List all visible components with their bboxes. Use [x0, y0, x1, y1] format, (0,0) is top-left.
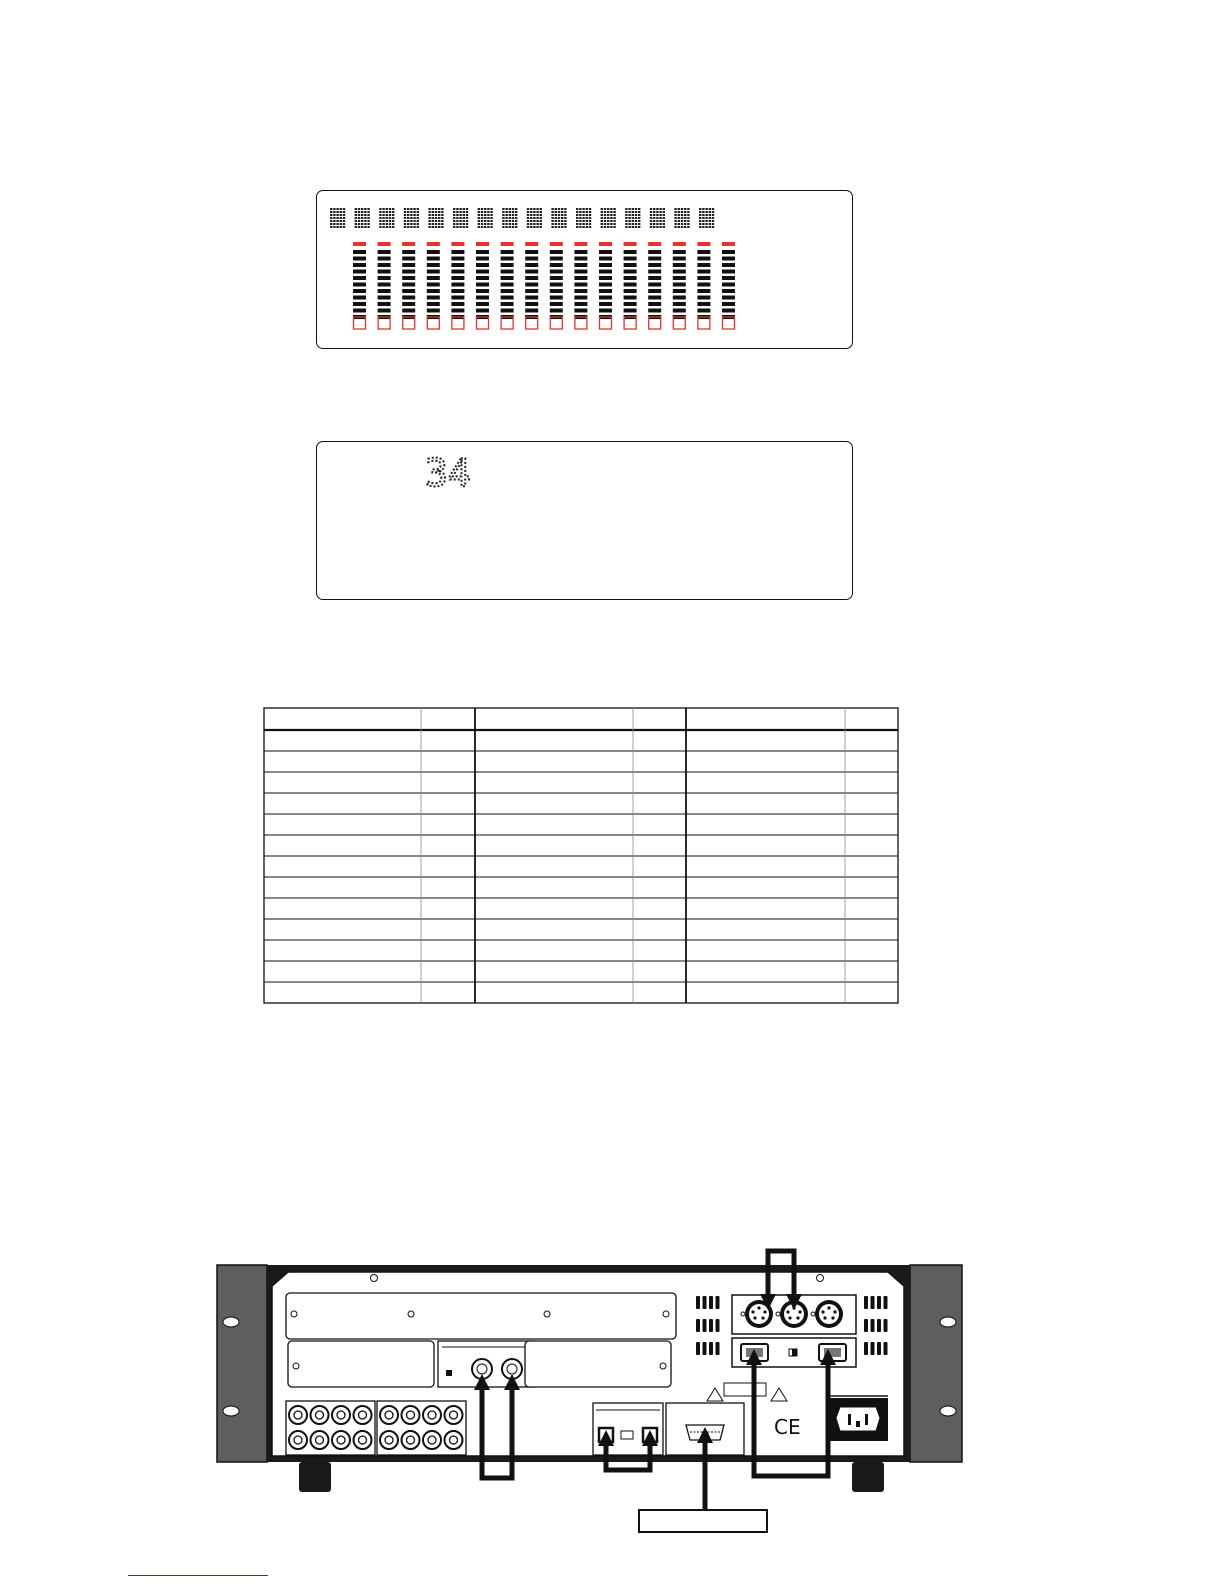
level-meter	[624, 242, 637, 329]
level-meter	[525, 242, 538, 329]
meter-segment	[648, 296, 661, 300]
meter-segment	[599, 296, 612, 300]
meter-segment	[402, 289, 415, 293]
meter-segment	[697, 250, 710, 254]
meter-segment	[574, 257, 587, 261]
dot-matrix-char	[625, 208, 640, 228]
clip-segment	[378, 242, 391, 246]
meter-display	[317, 191, 852, 348]
vent-slot	[864, 1319, 868, 1332]
level-meter	[378, 242, 391, 329]
footer-rule	[128, 1575, 268, 1576]
meter-segment	[673, 270, 686, 274]
jack-icon	[380, 1406, 398, 1424]
meter-segment	[501, 263, 514, 267]
level-meter	[722, 242, 735, 329]
meter-segment	[550, 257, 563, 261]
meter-segment	[697, 283, 710, 287]
dot-matrix-char	[601, 208, 616, 228]
rear-panel-diagram	[216, 1248, 976, 1548]
meter-segment	[427, 270, 440, 274]
meter-segment	[574, 302, 587, 306]
meter-segment	[673, 302, 686, 306]
jack-icon	[354, 1406, 372, 1424]
meter-segment	[501, 270, 514, 274]
vent-slot	[877, 1342, 881, 1355]
level-meter	[353, 242, 366, 329]
meter-segment	[451, 276, 464, 280]
meter-segment	[378, 289, 391, 293]
meter-segment	[550, 263, 563, 267]
level-meter	[599, 242, 612, 329]
clip-segment	[525, 242, 538, 246]
meter-segment	[673, 289, 686, 293]
meter-segment	[353, 270, 366, 274]
meter-segment	[673, 276, 686, 280]
meter-segment	[648, 309, 661, 313]
vent-slot	[716, 1342, 720, 1355]
clip-segment	[353, 242, 366, 246]
jack-icon	[289, 1406, 307, 1424]
meter-segment	[353, 296, 366, 300]
screw-icon	[817, 1275, 824, 1282]
meter-segment	[525, 309, 538, 313]
meter-segment	[525, 296, 538, 300]
meter-segment	[550, 289, 563, 293]
meter-lcd-panel	[316, 190, 853, 349]
dot-matrix-char	[699, 208, 714, 228]
power-inlet-icon	[836, 1407, 880, 1431]
meter-segment	[402, 263, 415, 267]
vent-slot	[696, 1319, 700, 1332]
meter-segment	[451, 296, 464, 300]
clip-segment	[648, 242, 661, 246]
level-meter	[648, 242, 661, 329]
meter-segment	[353, 289, 366, 293]
level-meter	[427, 242, 440, 329]
meter-segment	[501, 276, 514, 280]
jack-icon	[402, 1406, 420, 1424]
dot-matrix-char	[428, 208, 443, 228]
meter-segment	[673, 263, 686, 267]
meter-segment	[427, 263, 440, 267]
callout-label-box	[639, 1510, 767, 1532]
foot-right	[852, 1462, 884, 1492]
meter-segment	[525, 283, 538, 287]
meter-segment	[451, 257, 464, 261]
clip-segment	[476, 242, 489, 246]
meter-segment	[525, 257, 538, 261]
meter-segment	[501, 257, 514, 261]
meter-segment	[501, 309, 514, 313]
meter-segment	[550, 276, 563, 280]
meter-segment	[648, 263, 661, 267]
meter-segment	[648, 276, 661, 280]
meter-segment	[501, 250, 514, 254]
rack-hole	[940, 1317, 956, 1327]
meter-segment	[722, 270, 735, 274]
vent-slot	[703, 1342, 707, 1355]
dot-matrix-char	[355, 208, 370, 228]
meter-segment	[574, 263, 587, 267]
option-slot-top	[286, 1293, 676, 1339]
clip-segment	[501, 242, 514, 246]
meter-segment	[476, 263, 489, 267]
option-slot-left	[288, 1341, 434, 1387]
meter-segment	[574, 283, 587, 287]
vent-slot	[877, 1319, 881, 1332]
meter-segment	[722, 302, 735, 306]
rack-ear-left	[217, 1265, 267, 1462]
vent-slot	[864, 1296, 868, 1309]
meter-segment	[697, 289, 710, 293]
meter-segment	[525, 276, 538, 280]
number-display	[317, 442, 852, 599]
meter-segment	[378, 257, 391, 261]
meter-segment	[624, 276, 637, 280]
meter-segment	[697, 270, 710, 274]
meter-segment	[427, 302, 440, 306]
meter-segment	[648, 302, 661, 306]
meter-segment	[402, 250, 415, 254]
level-meter	[574, 242, 587, 329]
switch-icon	[446, 1370, 452, 1376]
meter-segment	[451, 270, 464, 274]
jack-icon	[332, 1406, 350, 1424]
meter-segment	[402, 257, 415, 261]
meter-segment	[451, 302, 464, 306]
vent-slot	[709, 1319, 713, 1332]
meter-segment	[427, 283, 440, 287]
rack-hole	[940, 1406, 956, 1416]
vent-slot	[884, 1342, 888, 1355]
jack-icon	[311, 1431, 329, 1449]
level-meter	[451, 242, 464, 329]
meter-segment	[550, 270, 563, 274]
meter-segment	[427, 276, 440, 280]
jack-icon	[423, 1431, 441, 1449]
clip-segment	[427, 242, 440, 246]
dot-matrix-char	[404, 208, 419, 228]
switch-icon	[621, 1431, 633, 1439]
number-readout: 34	[425, 451, 471, 495]
meter-segment	[673, 257, 686, 261]
switch-icon	[792, 1349, 797, 1356]
meter-segment	[673, 309, 686, 313]
jack-icon	[332, 1431, 350, 1449]
meter-segment	[722, 289, 735, 293]
vent-slot	[864, 1342, 868, 1355]
clip-segment	[599, 242, 612, 246]
meter-segment	[697, 257, 710, 261]
dot-matrix-char	[551, 208, 566, 228]
meter-segment	[451, 289, 464, 293]
level-meter	[673, 242, 686, 329]
meter-segment	[599, 309, 612, 313]
jack-icon	[289, 1431, 307, 1449]
meter-segment	[722, 296, 735, 300]
dot-matrix-char	[478, 208, 493, 228]
meter-segment	[722, 250, 735, 254]
meter-segment	[402, 270, 415, 274]
vent-slot	[696, 1342, 700, 1355]
meter-segment	[353, 283, 366, 287]
meter-segment	[378, 302, 391, 306]
meter-segment	[648, 257, 661, 261]
meter-segment	[550, 296, 563, 300]
meter-segment	[648, 250, 661, 254]
vent-slot	[877, 1296, 881, 1309]
meter-segment	[476, 302, 489, 306]
number-lcd-panel	[316, 441, 853, 600]
meter-segment	[624, 309, 637, 313]
dot-matrix-char	[527, 208, 542, 228]
meter-segment	[378, 270, 391, 274]
vent-slot	[716, 1296, 720, 1309]
meter-segment	[574, 296, 587, 300]
dot-matrix-char	[330, 208, 345, 228]
vent-slot	[871, 1319, 875, 1332]
clip-segment	[624, 242, 637, 246]
meter-segment	[378, 250, 391, 254]
meter-segment	[722, 276, 735, 280]
meter-segment	[378, 309, 391, 313]
meter-segment	[501, 289, 514, 293]
clip-segment	[550, 242, 563, 246]
meter-segment	[550, 250, 563, 254]
vent-slot	[871, 1296, 875, 1309]
meter-segment	[722, 263, 735, 267]
meter-segment	[451, 283, 464, 287]
meter-segment	[624, 270, 637, 274]
meter-segment	[353, 309, 366, 313]
meter-segment	[501, 296, 514, 300]
meter-segment	[599, 263, 612, 267]
meter-segment	[722, 309, 735, 313]
rack-hole	[223, 1317, 239, 1327]
vent-slot	[884, 1319, 888, 1332]
meter-segment	[648, 270, 661, 274]
meter-segment	[673, 250, 686, 254]
meter-segment	[550, 283, 563, 287]
meter-segment	[722, 257, 735, 261]
dot-matrix-char	[576, 208, 591, 228]
meter-segment	[402, 296, 415, 300]
meter-segment	[697, 296, 710, 300]
clip-segment	[451, 242, 464, 246]
meter-segment	[550, 302, 563, 306]
meter-segment	[501, 302, 514, 306]
meter-segment	[353, 302, 366, 306]
meter-segment	[624, 302, 637, 306]
level-meter	[550, 242, 563, 329]
meter-segment	[697, 263, 710, 267]
level-meter	[501, 242, 514, 329]
meter-segment	[599, 289, 612, 293]
meter-segment	[599, 276, 612, 280]
clip-segment	[722, 242, 735, 246]
vent-slot	[703, 1296, 707, 1309]
meter-segment	[673, 283, 686, 287]
meter-segment	[402, 283, 415, 287]
meter-segment	[648, 289, 661, 293]
meter-segment	[353, 263, 366, 267]
clip-segment	[574, 242, 587, 246]
meter-segment	[599, 257, 612, 261]
vent-slot	[884, 1296, 888, 1309]
meter-segment	[574, 276, 587, 280]
meter-segment	[525, 250, 538, 254]
jack-icon	[311, 1406, 329, 1424]
meter-segment	[574, 289, 587, 293]
meter-segment	[451, 250, 464, 254]
meter-segment	[427, 296, 440, 300]
meter-segment	[427, 309, 440, 313]
meter-segment	[697, 309, 710, 313]
jack-icon	[423, 1406, 441, 1424]
dot-matrix-char	[674, 208, 689, 228]
jack-icon	[402, 1431, 420, 1449]
meter-segment	[501, 283, 514, 287]
vent-slot	[716, 1319, 720, 1332]
meter-segment	[427, 257, 440, 261]
vent-slot	[696, 1296, 700, 1309]
dot-matrix-char	[453, 208, 468, 228]
vent-slot	[703, 1319, 707, 1332]
clip-segment	[673, 242, 686, 246]
option-slot-right	[525, 1341, 671, 1387]
vent-slot	[871, 1342, 875, 1355]
meter-segment	[378, 296, 391, 300]
meter-segment	[525, 289, 538, 293]
meter-segment	[353, 250, 366, 254]
meter-segment	[476, 270, 489, 274]
meter-segment	[624, 283, 637, 287]
meter-segment	[402, 309, 415, 313]
meter-segment	[624, 296, 637, 300]
vent-slot	[709, 1296, 713, 1309]
level-meter	[476, 242, 489, 329]
meter-segment	[574, 270, 587, 274]
meter-segment	[673, 296, 686, 300]
meter-segment	[378, 283, 391, 287]
meter-segment	[476, 276, 489, 280]
meter-segment	[648, 283, 661, 287]
meter-segment	[599, 302, 612, 306]
jack-icon	[354, 1431, 372, 1449]
meter-segment	[722, 283, 735, 287]
rack-ear-right	[910, 1265, 962, 1462]
dot-matrix-char	[379, 208, 394, 228]
meter-segment	[402, 276, 415, 280]
meter-segment	[697, 302, 710, 306]
meter-segment	[476, 250, 489, 254]
meter-segment	[550, 309, 563, 313]
meter-segment	[378, 276, 391, 280]
meter-segment	[451, 309, 464, 313]
rack-hole	[223, 1406, 239, 1416]
jack-icon	[445, 1406, 463, 1424]
parameter-table	[263, 707, 899, 1007]
meter-segment	[402, 302, 415, 306]
meter-segment	[476, 296, 489, 300]
warning-label	[724, 1383, 766, 1396]
dot-matrix-char	[502, 208, 517, 228]
meter-segment	[451, 263, 464, 267]
screw-icon	[371, 1275, 378, 1282]
clip-segment	[697, 242, 710, 246]
jack-icon	[445, 1431, 463, 1449]
meter-segment	[574, 309, 587, 313]
meter-segment	[525, 302, 538, 306]
clip-segment	[402, 242, 415, 246]
meter-segment	[476, 283, 489, 287]
meter-segment	[427, 289, 440, 293]
meter-segment	[697, 276, 710, 280]
level-meter	[697, 242, 710, 329]
meter-segment	[353, 257, 366, 261]
foot-left	[299, 1462, 331, 1492]
level-meter	[402, 242, 415, 329]
meter-segment	[624, 250, 637, 254]
meter-segment	[476, 257, 489, 261]
jack-icon	[380, 1431, 398, 1449]
meter-segment	[378, 263, 391, 267]
meter-segment	[574, 250, 587, 254]
meter-segment	[476, 289, 489, 293]
meter-segment	[599, 250, 612, 254]
meter-segment	[624, 263, 637, 267]
dot-matrix-char	[650, 208, 665, 228]
meter-segment	[525, 270, 538, 274]
meter-segment	[476, 309, 489, 313]
meter-segment	[599, 270, 612, 274]
meter-segment	[353, 276, 366, 280]
meter-segment	[624, 289, 637, 293]
ce-mark-icon: CE	[774, 1415, 801, 1439]
meter-segment	[624, 257, 637, 261]
meter-segment	[427, 250, 440, 254]
meter-segment	[599, 283, 612, 287]
meter-segment	[525, 263, 538, 267]
vent-slot	[709, 1342, 713, 1355]
